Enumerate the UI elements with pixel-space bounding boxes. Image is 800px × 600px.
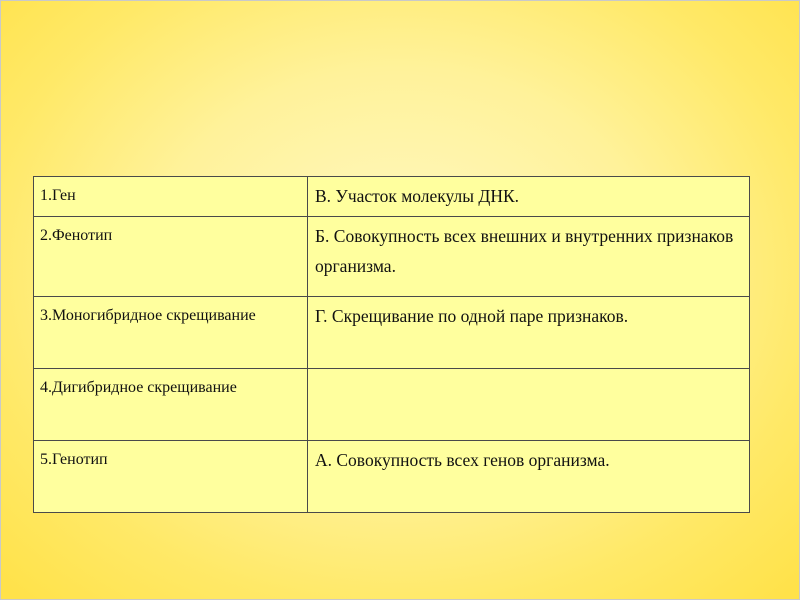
definition-cell: [308, 217, 750, 297]
term-text: 2.Фенотип: [40, 227, 113, 244]
term-text: 5.Генотип: [40, 451, 108, 468]
term-cell: [34, 177, 308, 217]
term-text: 3.Моногибридное скрещивание: [40, 307, 256, 324]
terms-table: [33, 176, 750, 513]
term-cell: [34, 297, 308, 369]
table-row: [34, 369, 750, 441]
definition-text: А. Совокупность всех генов организма.: [315, 450, 610, 470]
definition-text: Б. Совокупность всех внешних и внутренних признаков организма.: [315, 226, 734, 276]
term-cell: [34, 369, 308, 441]
definition-text: Г. Скрещивание по одной паре признаков.: [315, 306, 629, 326]
term-cell: [34, 441, 308, 513]
term-cell: [34, 217, 308, 297]
table-row: [34, 217, 750, 297]
definition-text: В. Участок молекулы ДНК.: [315, 186, 520, 206]
table-row: [34, 297, 750, 369]
term-text: 1.Ген: [40, 187, 76, 204]
table-row: [34, 177, 750, 217]
term-text: 4.Дигибридное скрещивание: [40, 379, 237, 396]
table-row: [34, 441, 750, 513]
definition-cell: [308, 441, 750, 513]
definition-cell: [308, 369, 750, 441]
definition-cell: [308, 177, 750, 217]
definition-cell: [308, 297, 750, 369]
